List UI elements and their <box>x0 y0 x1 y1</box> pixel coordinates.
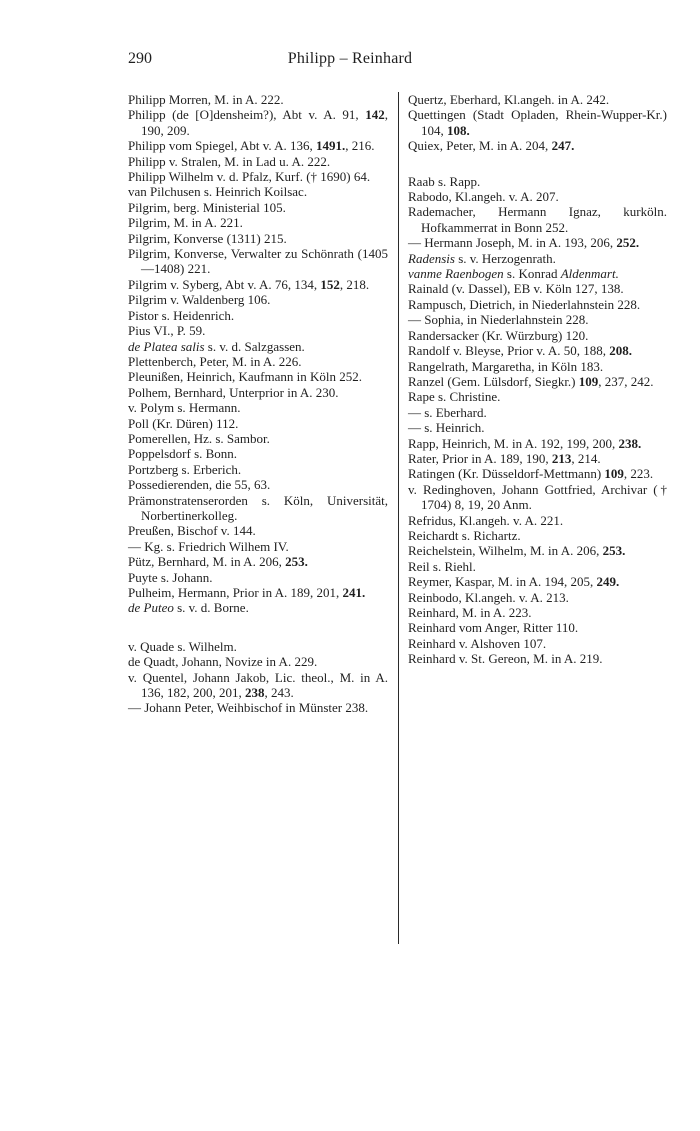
page-number: 290 <box>128 50 152 67</box>
index-entry: Poll (Kr. Düren) 112. <box>128 415 239 431</box>
index-entry: — Johann Peter, Weihbischof in Münster 238. <box>128 700 369 716</box>
index-entry: Quertz, Eberhard, Kl.angeh. in A. 242. <box>408 92 610 107</box>
index-entry: Philipp vom Spiegel, Abt v. A. 136, 1491., 216. <box>128 138 375 154</box>
index-entry: Pilgrim, M. in A. 221. <box>128 215 243 231</box>
index-entry: Philipp Morren, M. in A. 222. <box>128 92 284 107</box>
index-entry: Reinhard v. Alshoven 107. <box>408 635 547 651</box>
index-entry: Rainald (v. Dassel), EB v. Köln 127, 138. <box>408 281 624 297</box>
index-entry: Raab s. Rapp. <box>408 173 481 189</box>
index-entry: Pilgrim, Konverse (1311) 215. <box>128 230 287 246</box>
index-entry: v. Redinghoven, Johann Gottfried, Archivar († 1704) 8, 19, 20 Anm. <box>408 481 667 513</box>
section-gap <box>408 154 667 174</box>
index-entry: Quiex, Peter, M. in A. 204, 247. <box>408 138 575 154</box>
index-entry: Pilgrim v. Waldenberg 106. <box>128 292 271 308</box>
index-entry: Reinbodo, Kl.angeh. v. A. 213. <box>408 589 569 605</box>
index-entry: Possedierenden, die 55, 63. <box>128 477 271 493</box>
index-entry: Reinhard vom Anger, Ritter 110. <box>408 620 579 636</box>
index-entry: Reil s. Riehl. <box>408 558 476 574</box>
index-entry: Reymer, Kaspar, M. in A. 194, 205, 249. <box>408 574 620 590</box>
index-entry: — Hermann Joseph, M. in A. 193, 206, 252. <box>408 235 640 251</box>
index-entry: Rapp, Heinrich, M. in A. 192, 199, 200, 238. <box>408 435 642 451</box>
index-entry: Quettingen (Stadt Opladen, Rhein-Wupper-Kr.) 104, 108. <box>408 107 667 138</box>
index-entry: — Kg. s. Friedrich Wilhem IV. <box>128 538 289 554</box>
index-entry: Reichardt s. Richartz. <box>408 527 521 543</box>
index-entry: Pius VI., P. 59. <box>128 323 206 339</box>
index-entry: — s. Eberhard. <box>408 404 487 420</box>
index-entry: Rabodo, Kl.angeh. v. A. 207. <box>408 189 559 205</box>
index-entry: Portzberg s. Erberich. <box>128 461 242 477</box>
index-entry: Pütz, Bernhard, M. in A. 206, 253. <box>128 554 308 570</box>
running-head: Philipp – Reinhard <box>287 50 413 67</box>
index-entry: v. Quentel, Johann Jakob, Lic. theol., M. in A. 136, 182, 200, 201, 238, 243. <box>128 669 388 701</box>
index-entry: de Platea salis s. v. d. Salzgassen. <box>128 338 305 354</box>
column-divider <box>398 92 399 944</box>
index-entry: Plettenberch, Peter, M. in A. 226. <box>128 353 302 369</box>
index-entry: Ratingen (Kr. Düsseldorf-Mettmann) 109, 223. <box>408 466 654 482</box>
index-entry: Ranzel (Gem. Lülsdorf, Siegkr.) 109, 237, 242. <box>408 373 654 389</box>
index-entry: — s. Heinrich. <box>408 420 485 436</box>
index-entry: Polhem, Bernhard, Unterprior in A. 230. <box>128 384 339 400</box>
index-entry: Preußen, Bischof v. 144. <box>128 523 256 539</box>
index-entry: Reinhard v. St. Gereon, M. in A. 219. <box>408 651 603 667</box>
index-entry: Poppelsdorf s. Bonn. <box>128 446 238 462</box>
index-entry: v. Quade s. Wilhelm. <box>128 638 237 654</box>
index-entry: de Quadt, Johann, Novize in A. 229. <box>128 654 318 670</box>
index-entry: vanme Raenbogen s. Konrad Aldenmart. <box>408 266 619 282</box>
index-entry: Pistor s. Heidenrich. <box>128 307 235 323</box>
index-entry: Philipp v. Stralen, M. in Lad u. A. 222. <box>128 153 331 169</box>
index-entry: Pilgrim v. Syberg, Abt v. A. 76, 134, 152, 218. <box>128 276 370 292</box>
index-entry: Reinhard, M. in A. 223. <box>408 605 532 620</box>
index-entry: Philipp Wilhelm v. d. Pfalz, Kurf. († 1690) 64. <box>128 169 371 185</box>
index-entry: de Puteo s. v. d. Borne. <box>128 600 249 616</box>
index-entry: Pilgrim, berg. Ministerial 105. <box>128 199 286 215</box>
index-entry: Rademacher, Hermann Ignaz, kurköln. Hofkammerrat in Bonn 252. <box>408 204 667 235</box>
index-entry: Philipp (de [O]densheim?), Abt v. A. 91, 142, 190, 209. <box>128 107 388 138</box>
index-column-left <box>128 92 388 716</box>
index-column-right <box>408 92 667 667</box>
index-entry: Pilgrim, Konverse, Verwalter zu Schönrath (1405—1408) 221. <box>128 246 388 277</box>
index-entry: Pulheim, Hermann, Prior in A. 189, 201, 241. <box>128 585 366 600</box>
index-entry: Radensis s. v. Herzogenrath. <box>408 250 556 266</box>
index-entry: van Pilchusen s. Heinrich Koilsac. <box>128 184 308 200</box>
index-entry: Randolf v. Bleyse, Prior v. A. 50, 188, 208. <box>408 343 632 359</box>
index-entry: Rampusch, Dietrich, in Niederlahnstein 228. <box>408 296 641 312</box>
index-entry: Reichelstein, Wilhelm, M. in A. 206, 253. <box>408 543 626 559</box>
index-entry: Randersacker (Kr. Würzburg) 120. <box>408 327 589 343</box>
index-entry: Rape s. Christine. <box>408 389 501 405</box>
index-entry: Rangelrath, Margaretha, in Köln 183. <box>408 358 604 374</box>
index-entry: — Sophia, in Niederlahnstein 228. <box>408 312 589 328</box>
index-entry: Puyte s. Johann. <box>128 569 213 585</box>
index-entry: Rater, Prior in A. 189, 190, 213, 214. <box>408 450 601 466</box>
index-entry: v. Polym s. Hermann. <box>128 400 241 416</box>
index-entry: Pleunißen, Heinrich, Kaufmann in Köln 252. <box>128 369 362 385</box>
index-entry: Pomerellen, Hz. s. Sambor. <box>128 430 270 446</box>
index-entry: Refridus, Kl.angeh. v. A. 221. <box>408 512 564 528</box>
index-entry: Prämonstratenserorden s. Köln, Universität, Norbertinerkolleg. <box>128 492 388 523</box>
section-gap <box>128 616 388 639</box>
